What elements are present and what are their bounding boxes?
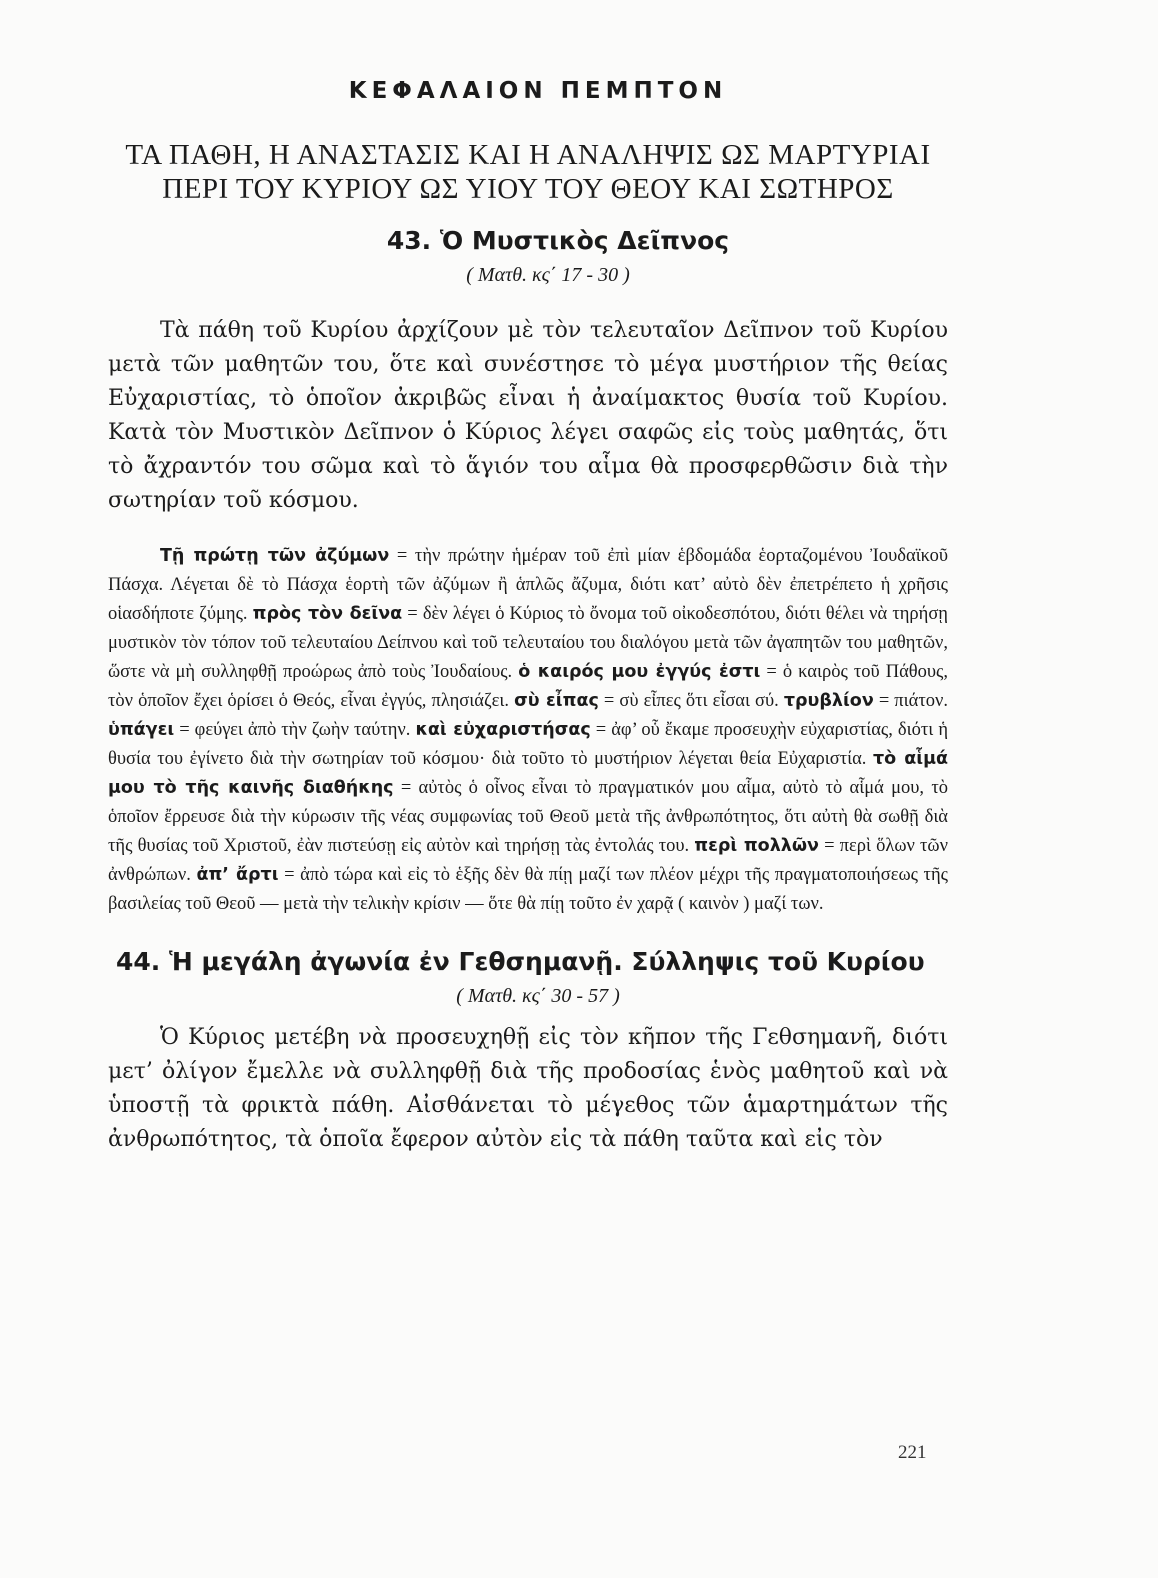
note-text: = ὁ καιρὸς τοῦ Πάθους, τὸν ὁποῖον ἔχει ὁρίσει ὁ Θεός, εἶναι ἐγγύς, πλησιάζει. xyxy=(108,662,948,711)
section-44-heading: 44. Ἡ μεγάλη ἀγωνία ἐν Γεθσημανῇ. Σύλληψις τοῦ Κυρίου xyxy=(116,947,925,976)
note-term: τρυβλίον xyxy=(783,691,874,711)
note-term: σὺ εἶπας xyxy=(514,691,599,711)
note-text: = τὴν πρώτην ἡμέραν τοῦ ἐπὶ μίαν ἑβδομάδα ἑορταζομένου Ἰουδαϊκοῦ Πάσχα. Λέγεται δὲ τὸ Πάσχα ἑορτὴ τῶν ἀζύμων ἢ ἁπλῶς ἄζυμα, διότι κατ’ αὐτὸ δὲν ἐπετρέπετο ἡ χρῆσις οἱασδήποτε ζύμης. xyxy=(108,546,948,624)
note-term: ὁ καιρός μου ἐγγύς ἐστι xyxy=(518,662,761,682)
note-text: = ἀφ’ οὗ ἔκαμε προσευχὴν εὐχαριστίας, διότι ἡ θυσία του ἐγίνετο διὰ τὴν σωτηρίαν τοῦ κόσμου· διὰ τοῦτο τὸ μυστήριον λέγεται θεία Εὐχαριστία. xyxy=(108,720,948,769)
note-term: καὶ εὐχαριστήσας xyxy=(415,720,591,740)
note-text: = περὶ ὅλων τῶν ἀνθρώπων. xyxy=(108,836,948,885)
note-term: ἀπ’ ἄρτι xyxy=(196,865,279,885)
chapter-title xyxy=(108,138,948,206)
page-number: 221 xyxy=(898,1442,927,1463)
book-page xyxy=(0,78,1158,1578)
section-43-notes xyxy=(108,542,948,919)
chapter-heading: ΚΕΦΑΛΑΙΟΝ ΠΕΜΠΤΟΝ xyxy=(348,78,728,104)
note-term: τὸ αἷμά μου τὸ τῆς καινῆς διαθήκης xyxy=(108,749,948,798)
note-term: πρὸς τὸν δεῖνα xyxy=(252,604,403,624)
note-term: ὑπάγει xyxy=(108,720,175,740)
note-term: Τῇ πρώτῃ τῶν ἀζύμων xyxy=(160,546,390,566)
note-text: = φεύγει ἀπὸ τὴν ζωὴν ταύτην. xyxy=(174,720,416,740)
section-43-paragraph: Τὰ πάθη τοῦ Κυρίου ἀρχίζουν μὲ τὸν τελευταῖον Δεῖπνον τοῦ Κυρίου μετὰ τῶν μαθητῶν του, ὅτε καὶ συνέστησε τὸ μέγα μυστήριον τῆς θείας Εὐχαριστίας, τὸ ὁποῖον ἀκριβῶς εἶναι ἡ ἀναίμακτος θυσία τοῦ Κυρίου. Κατὰ τὸν Μυστικὸν Δεῖπνον ὁ Κύριος λέγει σαφῶς εἰς τοὺς μαθητάς, ὅτι τὸ ἄχραντόν του σῶμα καὶ τὸ ἅγιόν του αἷμα θὰ προσφερθῶσιν διὰ τὴν σωτηρίαν τοῦ κόσμου. xyxy=(108,318,948,513)
section-43-heading: 43. Ὁ Μυστικὸς Δεῖπνος xyxy=(386,226,730,255)
note-text: = δὲν λέγει ὁ Κύριος τὸ ὄνομα τοῦ οἰκοδεσπότου, διότι θέλει νὰ τηρήσῃ μυστικὸν τὸν τόπον τοῦ τελευταίου Δείπνου καὶ τοῦ τελευταίου του διαλόγου μετὰ τῶν ἀγαπητῶν του μαθητῶν, ὥστε νὰ μὴ συλληφθῇ προώρως ἀπὸ τοὺς Ἰουδαίους. xyxy=(108,604,948,682)
note-text: = αὐτὸς ὁ οἶνος εἶναι τὸ πραγματικόν μου αἷμα, αὐτὸ τὸ αἷμά μου, τὸ ὁποῖον ἔρρευσε διὰ τὴν κύρωσιν τῆς νέας συμφωνίας τοῦ Θεοῦ μετὰ τῆς ἀνθρωπότητος, ὅτι αὐτὴ θὰ σωθῇ διὰ τῆς θυσίας τοῦ Χριστοῦ, ἐὰν πιστεύσῃ εἰς αὐτὸν καὶ τηρήσῃ τὰς ἐντολάς του. xyxy=(108,778,949,856)
note-text: = πιάτον. xyxy=(873,691,948,711)
note-text: = ἀπὸ τώρα καὶ εἰς τὸ ἑξῆς δὲν θὰ πίῃ μαζί των πλέον μέχρι τῆς πραγματοποιήσεως τῆς βασιλείας τοῦ Θεοῦ — μετὰ τὴν τελικὴν κρίσιν — ὅτε θὰ πίῃ τοῦτο ἐν χαρᾷ ( καινὸν ) μαζί των. xyxy=(108,865,948,914)
chapter-title-line-2: ΠΕΡΙ ΤΟΥ ΚΥΡΙΟΥ ΩΣ ΥΙΟΥ ΤΟΥ ΘΕΟΥ ΚΑΙ ΣΩΤΗΡΟΣ xyxy=(162,173,894,205)
section-44-paragraph: Ὁ Κύριος μετέβη νὰ προσευχηθῇ εἰς τὸν κῆπον τῆς Γεθσημανῆ, διότι μετ’ ὀλίγον ἔμελλε νὰ συλληφθῇ διὰ τῆς προδοσίας ἑνὸς μαθητοῦ καὶ νὰ ὑποστῇ τὰ φρικτὰ πάθη. Αἰσθάνεται τὸ μέγεθος τῶν ἁμαρτημάτων τῆς ἀνθρωπότητος, τὰ ὁποῖα ἔφερον αὐτὸν εἰς τὰ πάθη ταῦτα καὶ εἰς τὸν xyxy=(108,1025,948,1152)
note-text: = σὺ εἶπες ὅτι εἶσαι σύ. xyxy=(598,691,784,711)
section-44-reference: ( Ματθ. κς΄ 30 - 57 ) xyxy=(456,985,620,1007)
chapter-title-line-1: ΤΑ ΠΑΘΗ, Η ΑΝΑΣΤΑΣΙΣ ΚΑΙ Η ΑΝΑΛΗΨΙΣ ΩΣ ΜΑΡΤΥΡΙΑΙ xyxy=(125,139,931,171)
section-43-reference: ( Ματθ. κς΄ 17 - 30 ) xyxy=(466,264,630,286)
note-term: περὶ πολλῶν xyxy=(694,836,819,856)
